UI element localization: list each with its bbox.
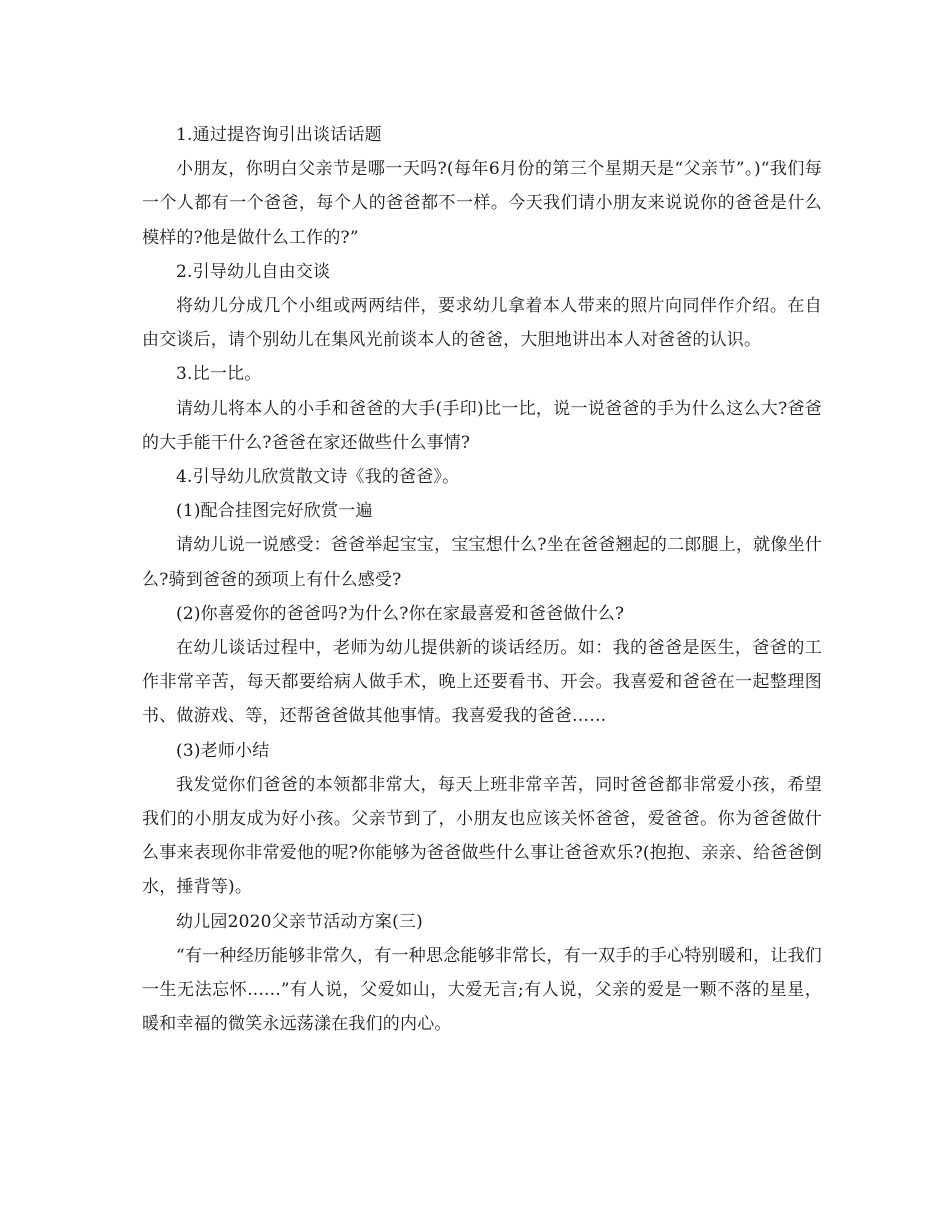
- document-body: [142, 118, 822, 1041]
- paragraph: 小朋友，你明白父亲节是哪一天吗?(每年6月份的第三个星期天是“父亲节”。)“我们每一个人都有一个爸爸，每个人的爸爸都不一样。今天我们请小朋友来说说你的爸爸是什么模样的?他是做什么工作的?”: [142, 159, 822, 248]
- plan-title: 幼儿园2020父亲节活动方案(三): [176, 911, 423, 932]
- paragraph: 我发觉你们爸爸的本领都非常大，每天上班非常辛苦，同时爸爸都非常爱小孩，希望我们的小朋友成为好小孩。父亲节到了，小朋友也应该关怀爸爸，爱爸爸。你为爸爸做什么事来表现你非常爱他的呢?你能够为爸爸做些什么事让爸爸欢乐?(抱抱、亲亲、给爸爸倒水，捶背等)。: [142, 774, 822, 898]
- section-heading-3: 3.比一比。: [176, 364, 262, 385]
- subsection-heading-1: (1)配合挂图完好欣赏一遍: [176, 501, 373, 522]
- paragraph: 请幼儿将本人的小手和爸爸的大手(手印)比一比，说一说爸爸的手为什么这么大?爸爸的大手能干什么?爸爸在家还做些什么事情?: [142, 398, 822, 453]
- section-heading-2: 2.引导幼儿自由交谈: [176, 261, 331, 282]
- section-heading-4: 4.引导幼儿欣赏散文诗《我的爸爸》。: [176, 467, 460, 488]
- paragraph: 在幼儿谈话过程中，老师为幼儿提供新的谈话经历。如：我的爸爸是医生，爸爸的工作非常辛苦，每天都要给病人做手术，晚上还要看书、开会。我喜爱和爸爸在一起整理图书、做游戏、等，还帮爸爸做其他事情。我喜爱我的爸爸……: [142, 638, 822, 727]
- section-heading-1: 1.通过提咨询引出谈话话题: [176, 125, 382, 145]
- subsection-heading-2: (2)你喜爱你的爸爸吗?为什么?你在家最喜爱和爸爸做什么?: [176, 603, 625, 624]
- paragraph: 请幼儿说一说感受：爸爸举起宝宝，宝宝想什么?坐在爸爸翘起的二郎腿上，就像坐什么?骑到爸爸的颈项上有什么感受?: [142, 535, 822, 590]
- subsection-heading-3: (3)老师小结: [176, 740, 270, 761]
- paragraph: 将幼儿分成几个小组或两两结伴，要求幼儿拿着本人带来的照片向同伴作介绍。在自由交谈后，请个别幼儿在集风光前谈本人的爸爸，大胆地讲出本人对爸爸的认识。: [142, 296, 822, 351]
- paragraph: “有一种经历能够非常久，有一种思念能够非常长，有一双手的手心特别暖和，让我们一生无法忘怀......”有人说，父爱如山，大爱无言;有人说，父亲的爱是一颗不落的星星，暖和幸福的微笑永远荡漾在我们的内心。: [142, 945, 822, 1035]
